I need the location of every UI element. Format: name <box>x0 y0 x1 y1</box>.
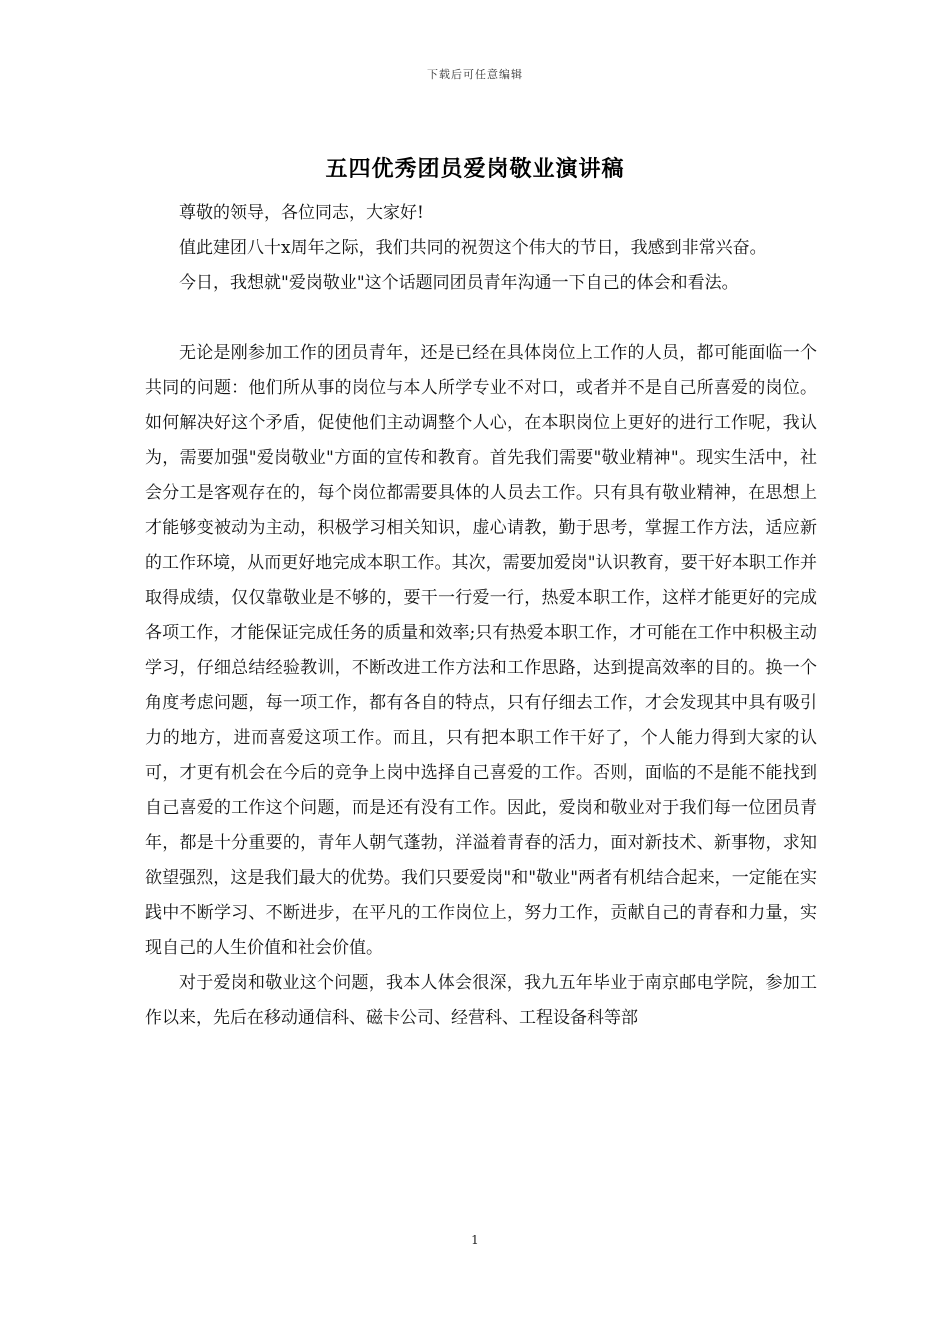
paragraph-occasion: 值此建团八十x周年之际，我们共同的祝贺这个伟大的节日，我感到非常兴奋。 <box>179 238 767 258</box>
paragraph-experience: 对于爱岗和敬业这个问题，我本人体会很深，我九五年毕业于南京邮电学院，参加工作以来，先后在移动通信科、磁卡公司、经营科、工程设备科等部 <box>145 973 817 1028</box>
document-body <box>145 196 817 1036</box>
paragraph-greeting: 尊敬的领导，各位同志，大家好! <box>179 203 424 223</box>
paragraph-main: 无论是刚参加工作的团员青年，还是已经在具体岗位上工作的人员，都可能面临一个共同的问题：他们所从事的岗位与本人所学专业不对口，或者并不是自己所喜爱的岗位。如何解决好这个矛盾，促使他们主动调整个人心，在本职岗位上更好的进行工作呢，我认为，需要加强"爱岗敬业"方面的宣传和教育。首先我们需要"敬业精神"。现实生活中，社会分工是客观存在的，每个岗位都需要具体的人员去工作。只有具有敬业精神，在思想上才能够变被动为主动，积极学习相关知识，虚心请教，勤于思考，掌握工作方法，适应新的工作环境，从而更好地完成本职工作。其次，需要加爱岗"认识教育，要干好本职工作并取得成绩，仅仅靠敬业是不够的，要干一行爱一行，热爱本职工作，这样才能更好的完成各项工作，才能保证完成任务的质量和效率;只有热爱本职工作，才可能在工作中积极主动学习，仔细总结经验教训，不断改进工作方法和工作思路，达到提高效率的目的。换一个角度考虑问题，每一项工作，都有各自的特点，只有仔细去工作，才会发现其中具有吸引力的地方，进而喜爱这项工作。而且，只有把本职工作干好了，个人能力得到大家的认可，才更有机会在今后的竞争上岗中选择自己喜爱的工作。否则，面临的不是能不能找到自己喜爱的工作这个问题，而是还有没有工作。因此，爱岗和敬业对于我们每一位团员青年，都是十分重要的，青年人朝气蓬勃，洋溢着青春的活力，面对新技术、新事物，求知欲望强烈，这是我们最大的优势。我们只要爱岗"和"敬业"两者有机结合起来，一定能在实践中不断学习、不断进步，在平凡的工作岗位上，努力工作，贡献自己的青春和力量，实现自己的人生价值和社会价值。 <box>145 343 817 958</box>
paragraph-topic: 今日，我想就"爱岗敬业"这个话题同团员青年沟通一下自己的体会和看法。 <box>179 273 739 293</box>
page-number: 1 <box>471 1233 479 1247</box>
header-note: 下载后可任意编辑 <box>427 68 523 81</box>
document-title: 五四优秀团员爱岗敬业演讲稿 <box>325 156 625 182</box>
